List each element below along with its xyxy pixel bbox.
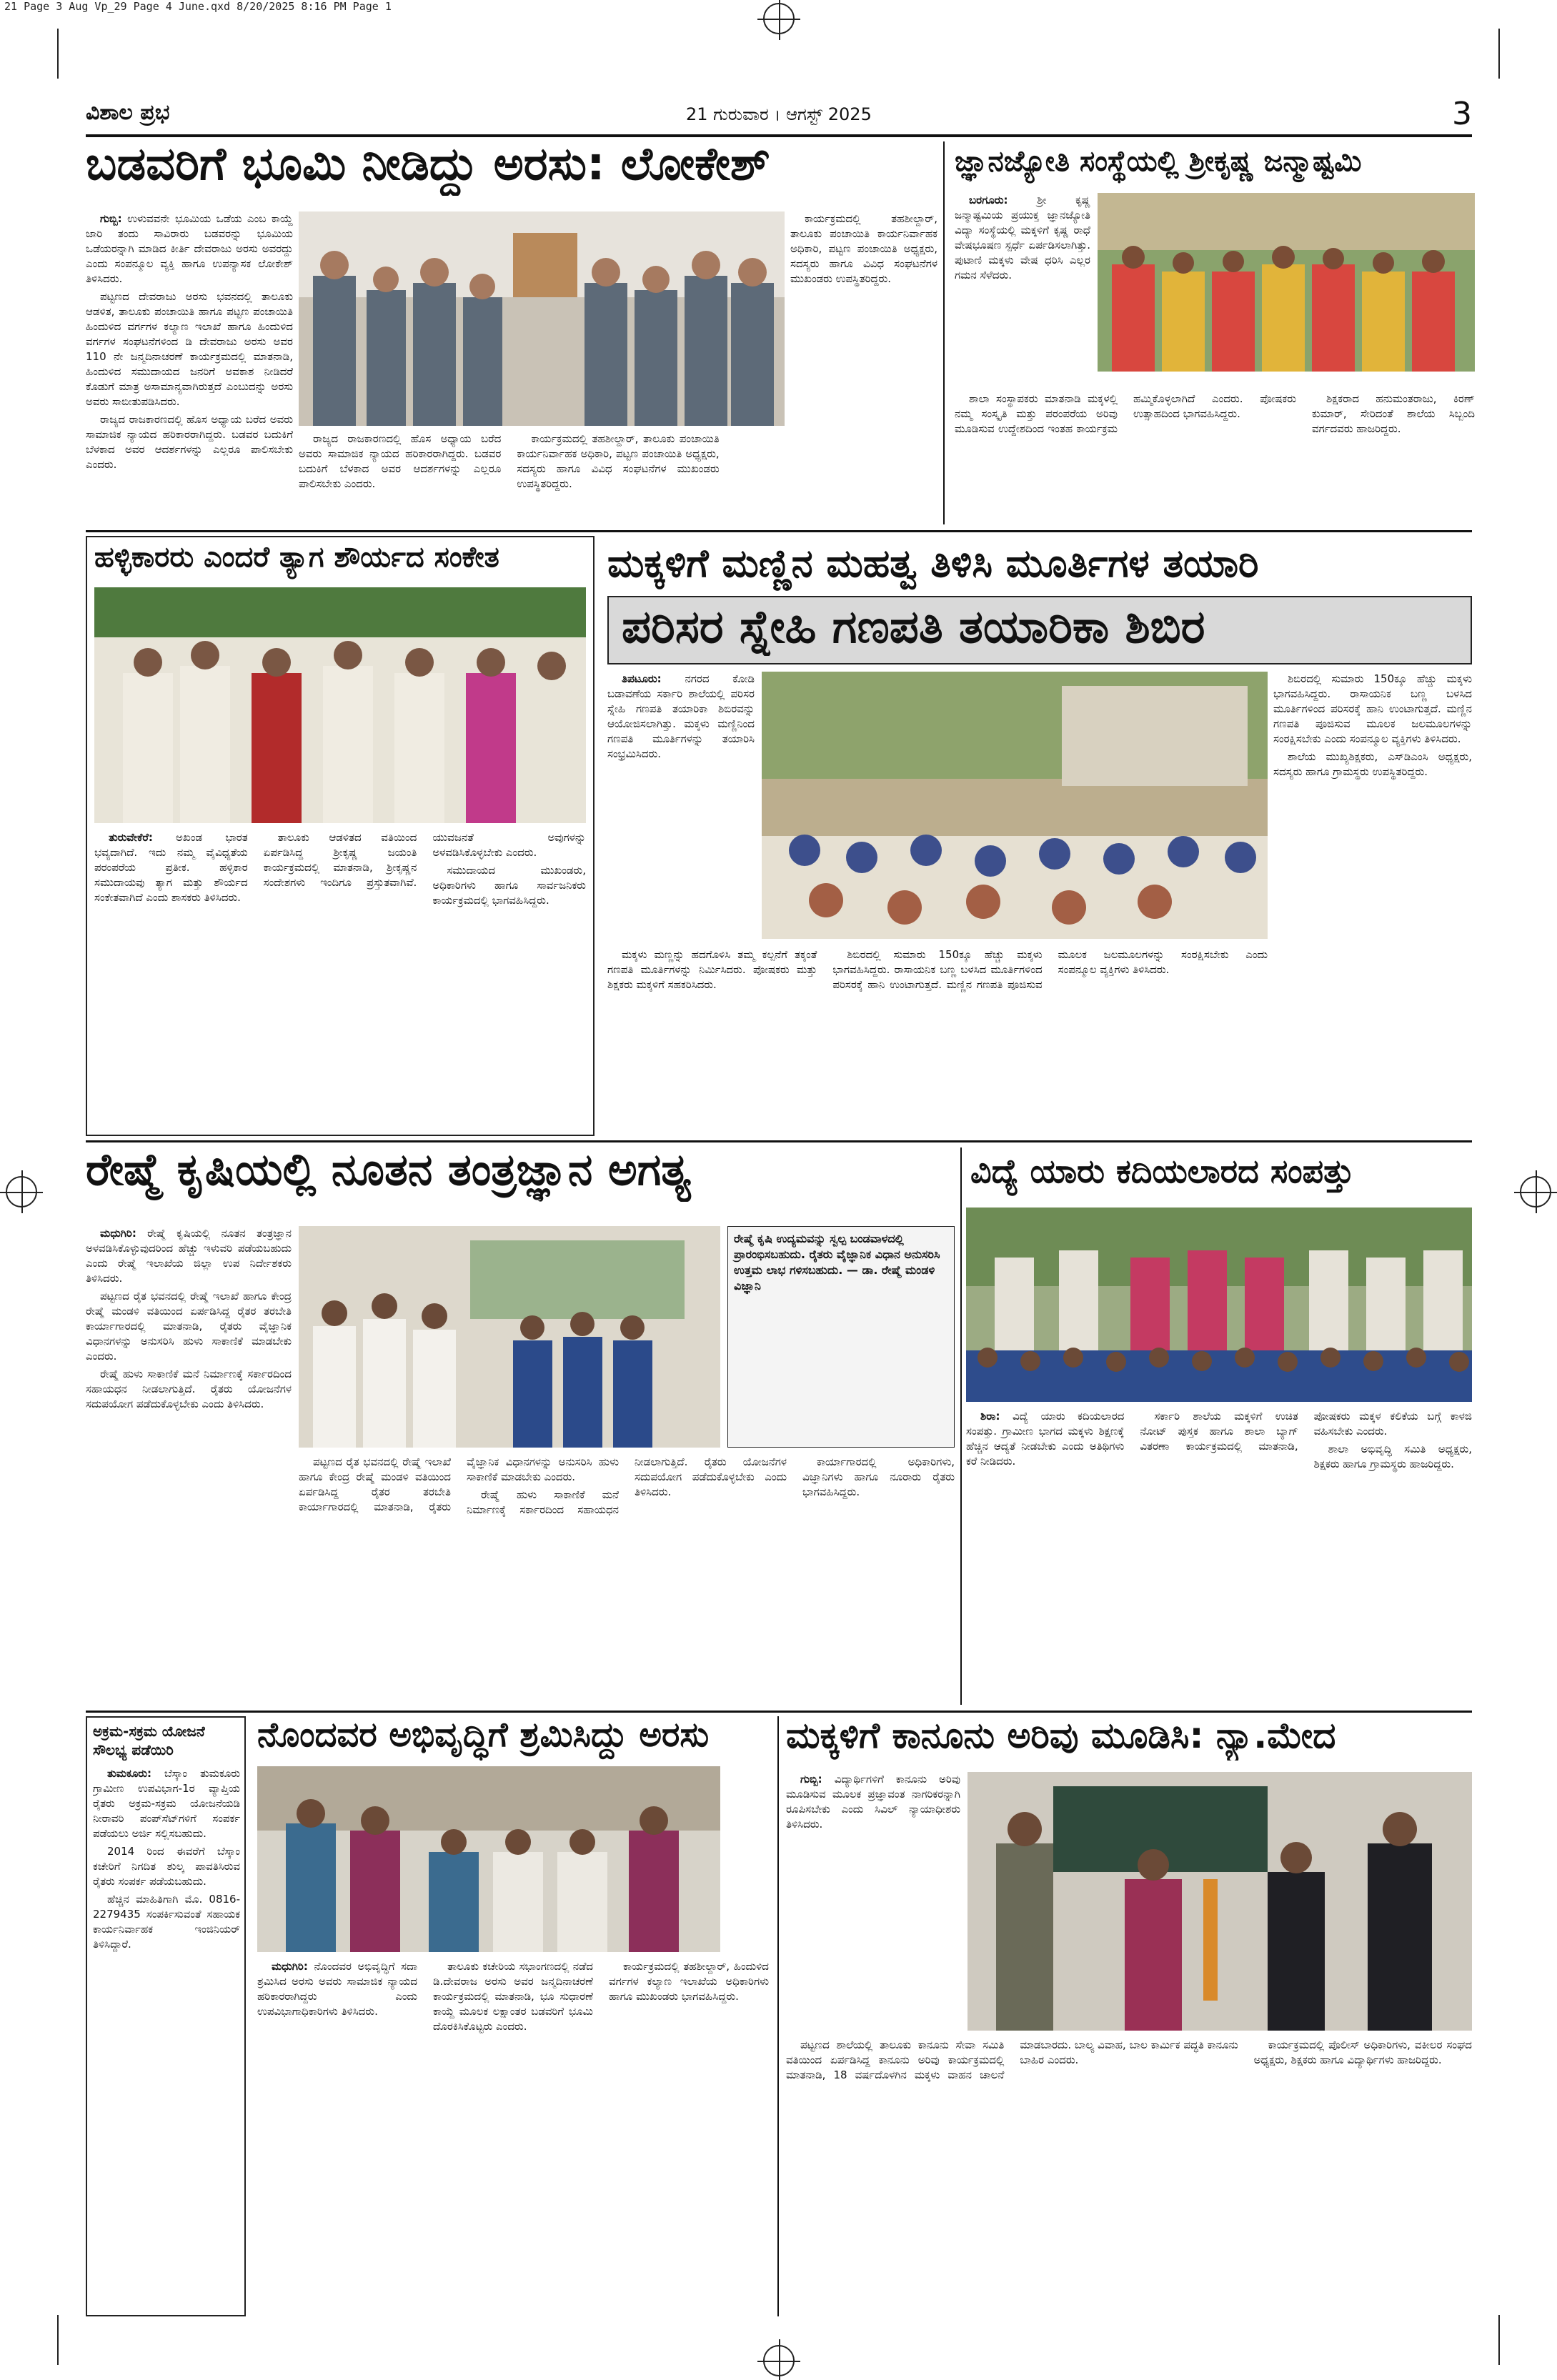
- paragraph: ವಿದ್ಯೆ ಯಾರು ಕದಿಯಲಾರದ ಸಂಪತ್ತು. ಗ್ರಾಮೀಣ ಭಾಗದ ಮಕ್ಕಳು ಶಿಕ್ಷಣಕ್ಕೆ ಹೆಚ್ಚಿನ ಆದ್ಯತೆ ನೀಡಬೇಕು ಎಂದು ಅತಿಥಿಗಳು ಕರೆ ನೀಡಿದರು.: [966, 1410, 1125, 1468]
- story-headline: ಮಕ್ಕಳಿಗೆ ಕಾನೂನು ಅರಿವು ಮೂಡಿಸಿ: ನ್ಯಾ.ಮೇದ: [786, 1718, 1336, 1756]
- masthead-rule: [86, 134, 1472, 137]
- paragraph: ಬೆಸ್ಕಾಂ ತುಮಕೂರು ಗ್ರಾಮೀಣ ಉಪವಿಭಾಗ-1ರ ವ್ಯಾಪ್ತಿಯ ರೈತರು ಅಕ್ರಮ-ಸಕ್ರಮ ಯೋಜನೆಯಡಿ ನೀರಾವರಿ ಪಂಪ್‌ಸೆಟ್‌ಗಳಿಗೆ ಸಂಪರ್ಕ ಪಡೆಯಲು ಅರ್ಜಿ ಸಲ್ಲಿಸಬಹುದು.: [93, 1767, 240, 1840]
- crop-line: [1498, 29, 1500, 79]
- paragraph: ಶಾಲಾ ಅಭಿವೃದ್ಧಿ ಸಮಿತಿ ಅಧ್ಯಕ್ಷರು, ಶಿಕ್ಷಕರು ಹಾಗೂ ಗ್ರಾಮಸ್ಥರು ಹಾಜರಿದ್ದರು.: [1313, 1443, 1472, 1470]
- paragraph: ನಗರದ ಕೋಡಿ ಬಡಾವಣೆಯ ಸರ್ಕಾರಿ ಶಾಲೆಯಲ್ಲಿ ಪರಿಸರ ಸ್ನೇಹಿ ಗಣಪತಿ ತಯಾರಿಕಾ ಶಿಬಿರವನ್ನು ಆಯೋಜಿಸಲಾಗಿತ್ತು. ಮಕ್ಕಳು ಮಣ್ಣಿನಿಂದ ಗಣಪತಿ ಮೂರ್ತಿಗಳನ್ನು ತಯಾರಿಸಿ ಸಂಭ್ರಮಿಸಿದರು.: [607, 672, 755, 760]
- section-rule: [86, 1140, 1472, 1142]
- story-photo: [94, 587, 586, 823]
- story-photo: [1098, 193, 1475, 372]
- paragraph: ಕಾರ್ಯಕ್ರಮದಲ್ಲಿ ತಹಶೀಲ್ದಾರ್, ಹಿಂದುಳಿದ ವರ್ಗಗಳ ಕಲ್ಯಾಣ ಇಲಾಖೆಯ ಅಧಿಕಾರಿಗಳು ಹಾಗೂ ಮುಖಂಡರು ಭಾಗವಹಿಸಿದ್ದರು.: [609, 1960, 769, 2003]
- story-body: [94, 830, 586, 1130]
- story-headline: ಬಡವರಿಗೆ ಭೂಮಿ ನೀಡಿದ್ದು ಅರಸು: ಲೋಕೇಶ್: [86, 141, 770, 191]
- registration-mark-top: [763, 3, 795, 34]
- paragraph: ಶಿಬಿರದಲ್ಲಿ ಸುಮಾರು 150ಕ್ಕೂ ಹೆಚ್ಚು ಮಕ್ಕಳು ಭಾಗವಹಿಸಿದ್ದರು. ರಾಸಾಯನಿಕ ಬಣ್ಣ ಬಳಸಿದ ಮೂರ್ತಿಗಳಿಂದ ಪರಿಸರಕ್ಕೆ ಹಾನಿ ಉಂಟಾಗುತ್ತದೆ. ಮಣ್ಣಿನ ಗಣಪತಿ ಪೂಜಿಸುವ ಮೂಲಕ ಜಲಮೂಲಗಳನ್ನು ಸಂರಕ್ಷಿಸಬೇಕು ಎಂದು ಸಂಪನ್ಮೂಲ ವ್ಯಕ್ತಿಗಳು ತಿಳಿಸಿದರು.: [832, 948, 1268, 991]
- story-photo: [299, 1226, 720, 1448]
- story-headline: ಜ್ಞಾನಜ್ಯೋತಿ ಸಂಸ್ಥೆಯಲ್ಲಿ ಶ್ರೀಕೃಷ್ಣ ಜನ್ಮಾಷ್ಟಮಿ: [955, 147, 1362, 178]
- paragraph: ತಾಲೂಕು ಕಚೇರಿಯ ಸಭಾಂಗಣದಲ್ಲಿ ನಡೆದ ಡಿ.ದೇವರಾಜ ಅರಸು ಅವರ ಜನ್ಮದಿನಾಚರಣೆ ಕಾರ್ಯಕ್ರಮದಲ್ಲಿ ಮಾತನಾಡಿ, ಭೂ ಸುಧಾರಣೆ ಕಾಯ್ದೆ ಮೂಲಕ ಲಕ್ಷಾಂತರ ಬಡವರಿಗೆ ಭೂಮಿ ದೊರಕಿಸಿಕೊಟ್ಟರು ಎಂದರು.: [433, 1960, 593, 2033]
- story-headline: ನೊಂದವರ ಅಭಿವೃದ್ಧಿಗೆ ಶ್ರಮಿಸಿದ್ದು ಅರಸು: [257, 1718, 710, 1755]
- paragraph: ರೇಷ್ಮೆ ಹುಳು ಸಾಕಾಣಿಕೆ ಮನೆ ನಿರ್ಮಾಣಕ್ಕೆ ಸರ್ಕಾರದಿಂದ ಸಹಾಯಧನ ನೀಡಲಾಗುತ್ತಿದೆ. ರೈತರು ಯೋಜನೆಗಳ ಸದುಪಯೋಗ ಪಡೆದುಕೊಳ್ಳಬೇಕು ಎಂದು ತಿಳಿಸಿದರು.: [467, 1455, 787, 1516]
- story-body-continued: [1273, 672, 1472, 1129]
- paragraph: ರಾಜ್ಯದ ರಾಜಕಾರಣದಲ್ಲಿ ಹೊಸ ಅಧ್ಯಾಯ ಬರೆದ ಅವರು ಸಾಮಾಜಿಕ ನ್ಯಾಯದ ಹರಿಕಾರರಾಗಿದ್ದರು. ಬಡವರ ಬದುಕಿಗೆ ಬೆಳಕಾದ ಅವರ ಆದರ್ಶಗಳನ್ನು ಎಲ್ಲರೂ ಪಾಲಿಸಬೇಕು ಎಂದರು.: [299, 432, 502, 490]
- story-photo: [967, 1772, 1472, 2031]
- story-photo: [762, 672, 1268, 939]
- story-body-lower: [955, 392, 1475, 524]
- column-rule: [777, 1716, 779, 2316]
- paragraph: ಉಳುವವನೇ ಭೂಮಿಯ ಒಡೆಯ ಎಂಬ ಕಾಯ್ದೆ ಜಾರಿ ತಂದು ಸಾವಿರಾರು ಬಡವರನ್ನು ಭೂಮಿಯ ಒಡೆಯರನ್ನಾಗಿ ಮಾಡಿದ ಕೀರ್ತಿ ದೇವರಾಜು ಅರಸು ಅವರದ್ದು ಎಂದು ಸಂಪನ್ಮೂಲ ವ್ಯಕ್ತಿ ಹಾಗೂ ಉಪನ್ಯಾಸಕ ಲೋಕೇಶ್ ತಿಳಿಸಿದರು.: [86, 212, 293, 285]
- paragraph: ಶಿಬಿರದಲ್ಲಿ ಸುಮಾರು 150ಕ್ಕೂ ಹೆಚ್ಚು ಮಕ್ಕಳು ಭಾಗವಹಿಸಿದ್ದರು. ರಾಸಾಯನಿಕ ಬಣ್ಣ ಬಳಸಿದ ಮೂರ್ತಿಗಳಿಂದ ಪರಿಸರಕ್ಕೆ ಹಾನಿ ಉಂಟಾಗುತ್ತದೆ. ಮಣ್ಣಿನ ಗಣಪತಿ ಪೂಜಿಸುವ ಮೂಲಕ ಜಲಮೂಲಗಳನ್ನು ಸಂರಕ್ಷಿಸಬೇಕು ಎಂದು ಸಂಪನ್ಮೂಲ ವ್ಯಕ್ತಿಗಳು ತಿಳಿಸಿದರು.: [1273, 672, 1472, 745]
- registration-mark-right: [1520, 1176, 1551, 1208]
- paragraph: ಶಾಲೆಯ ಮುಖ್ಯಶಿಕ್ಷಕರು, ಎಸ್‌ಡಿಎಂಸಿ ಅಧ್ಯಕ್ಷರು, ಸದಸ್ಯರು ಹಾಗೂ ಗ್ರಾಮಸ್ಥರು ಉಪಸ್ಥಿತರಿದ್ದರು.: [1273, 750, 1472, 778]
- story-body: [786, 1772, 960, 2029]
- story-dateline: ಗುಬ್ಬಿ:: [100, 212, 122, 225]
- story-dateline: ಗುಬ್ಬಿ:: [800, 1773, 822, 1786]
- story-body: [257, 1959, 769, 2316]
- story-photo: [257, 1766, 720, 1952]
- story-dateline: ಶಿರಾ:: [980, 1410, 1000, 1423]
- story-headline: ಅಕ್ರಮ-ಸಕ್ರಮ ಯೋಜನೆ ಸೌಲಭ್ಯ ಪಡೆಯಿರಿ: [93, 1723, 205, 1758]
- story-dateline: ತುಮಕೂರು:: [107, 1767, 152, 1780]
- paragraph: ಪಟ್ಟಣದ ಶಾಲೆಯಲ್ಲಿ ತಾಲೂಕು ಕಾನೂನು ಸೇವಾ ಸಮಿತಿ ವತಿಯಿಂದ ಏರ್ಪಡಿಸಿದ್ದ ಕಾನೂನು ಅರಿವು ಕಾರ್ಯಕ್ರಮದಲ್ಲಿ ಮಾತನಾಡಿ, 18 ವರ್ಷದೊಳಗಿನ ಮಕ್ಕಳು ವಾಹನ ಚಾಲನೆ ಮಾಡಬಾರದು. ಬಾಲ್ಯ ವಿವಾಹ, ಬಾಲ ಕಾರ್ಮಿಕ ಪದ್ಧತಿ ಕಾನೂನು ಬಾಹಿರ ಎಂದರು.: [786, 2038, 1238, 2081]
- story-dateline: ತುರುವೇಕೆರೆ:: [109, 831, 153, 844]
- issue-date: 21 ಗುರುವಾರ । ಆಗಸ್ಟ್ 2025: [686, 104, 872, 124]
- story-kicker: ಮಕ್ಕಳಿಗೆ ಮಣ್ಣಿನ ಮಹತ್ವ ತಿಳಿಸಿ ಮೂರ್ತಿಗಳ ತಯಾರಿ: [607, 544, 1259, 586]
- paragraph: 2014 ರಿಂದ ಈವರೆಗೆ ಬೆಸ್ಕಾಂ ಕಚೇರಿಗೆ ನಿಗದಿತ ಶುಲ್ಕ ಪಾವತಿಸಿರುವ ರೈತರು ಸಂಪರ್ಕ ಪಡೆಯಬಹುದು.: [93, 1845, 240, 1888]
- story-body-lower: [786, 2038, 1472, 2316]
- paragraph: ಶಾಲಾ ಸಂಸ್ಥಾಪಕರು ಮಾತನಾಡಿ ಮಕ್ಕಳಲ್ಲಿ ನಮ್ಮ ಸಂಸ್ಕೃತಿ ಮತ್ತು ಪರಂಪರೆಯ ಅರಿವು ಮೂಡಿಸುವ ಉದ್ದೇಶದಿಂದ ಇಂತಹ ಕಾರ್ಯಕ್ರಮ ಹಮ್ಮಿಕೊಳ್ಳಲಾಗಿದೆ ಎಂದರು. ಪೋಷಕರು ಉತ್ಸಾಹದಿಂದ ಭಾಗವಹಿಸಿದ್ದರು.: [955, 392, 1296, 435]
- crop-line: [57, 2315, 59, 2365]
- crop-line: [57, 29, 59, 79]
- story-headline: ರೇಷ್ಮೆ ಕೃಷಿಯಲ್ಲಿ ನೂತನ ತಂತ್ರಜ್ಞಾನ ಅಗತ್ಯ: [86, 1147, 691, 1195]
- paragraph: ಶ್ರೀ ಕೃಷ್ಣ ಜನ್ಮಾಷ್ಟಮಿಯ ಪ್ರಯುಕ್ತ ಜ್ಞಾನಜ್ಯೋತಿ ವಿದ್ಯಾ ಸಂಸ್ಥೆಯಲ್ಲಿ ಮಕ್ಕಳಿಗೆ ಕೃಷ್ಣ ರಾಧೆ ವೇಷಭೂಷಣ ಸ್ಪರ್ಧೆ ಏರ್ಪಡಿಸಲಾಗಿತ್ತು. ಪುಟಾಣಿ ಮಕ್ಕಳು ವೇಷ ಧರಿಸಿ ಎಲ್ಲರ ಗಮನ ಸೆಳೆದರು.: [955, 194, 1090, 282]
- paragraph: ತಾಲೂಕು ಆಡಳಿತದ ವತಿಯಿಂದ ಏರ್ಪಡಿಸಿದ್ದ ಶ್ರೀಕೃಷ್ಣ ಜಯಂತಿ ಕಾರ್ಯಕ್ರಮದಲ್ಲಿ ಮಾತನಾಡಿ, ಶ್ರೀಕೃಷ್ಣನ ಸಂದೇಶಗಳು ಇಂದಿಗೂ ಪ್ರಸ್ತುತವಾಗಿವೆ. ಯುವಜನತೆ ಅವುಗಳನ್ನು ಅಳವಡಿಸಿಕೊಳ್ಳಬೇಕು ಎಂದರು.: [263, 831, 586, 889]
- masthead: [86, 96, 1472, 133]
- paragraph: ಕಾರ್ಯಕ್ರಮದಲ್ಲಿ ತಹಶೀಲ್ದಾರ್, ತಾಲೂಕು ಪಂಚಾಯಿತಿ ಕಾರ್ಯನಿರ್ವಾಹಕ ಅಧಿಕಾರಿ, ಪಟ್ಟಣ ಪಂಚಾಯಿತಿ ಅಧ್ಯಕ್ಷರು, ಸದಸ್ಯರು ಹಾಗೂ ವಿವಿಧ ಸಂಘಟನೆಗಳ ಮುಖಂಡರು ಉಪಸ್ಥಿತರಿದ್ದರು.: [517, 432, 720, 490]
- story-body: [86, 1226, 292, 1705]
- column-rule: [960, 1147, 962, 1705]
- section-rule: [86, 530, 1472, 532]
- paragraph: ರಾಜ್ಯದ ರಾಜಕಾರಣದಲ್ಲಿ ಹೊಸ ಅಧ್ಯಾಯ ಬರೆದ ಅವರು ಸಾಮಾಜಿಕ ನ್ಯಾಯದ ಹರಿಕಾರರಾಗಿದ್ದರು. ಬಡವರ ಬದುಕಿಗೆ ಬೆಳಕಾದ ಅವರ ಆದರ್ಶಗಳನ್ನು ಎಲ್ಲರೂ ಪಾಲಿಸಬೇಕು ಎಂದರು.: [86, 413, 293, 471]
- registration-mark-left: [6, 1176, 37, 1208]
- section-rule: [86, 1711, 1472, 1713]
- paper-name: ವಿಶಾಲ ಪ್ರಭ: [86, 100, 170, 125]
- story-dateline: ಮಧುಗಿರಿ:: [100, 1227, 136, 1240]
- paragraph: ಹೆಚ್ಚಿನ ಮಾಹಿತಿಗಾಗಿ ಮೊ. 0816-2279435 ಸಂಪರ್ಕಿಸುವಂತೆ ಸಹಾಯಕ ಕಾರ್ಯನಿರ್ವಾಹಕ ಇಂಜಿನಿಯರ್ ತಿಳಿಸಿದ್ದಾರೆ.: [93, 1893, 240, 1951]
- paragraph: ಕಾರ್ಯಕ್ರಮದಲ್ಲಿ ತಹಶೀಲ್ದಾರ್, ತಾಲೂಕು ಪಂಚಾಯಿತಿ ಕಾರ್ಯನಿರ್ವಾಹಕ ಅಧಿಕಾರಿ, ಪಟ್ಟಣ ಪಂಚಾಯಿತಿ ಅಧ್ಯಕ್ಷರು, ಸದಸ್ಯರು ಹಾಗೂ ವಿವಿಧ ಸಂಘಟನೆಗಳ ಮುಖಂಡರು ಉಪಸ್ಥಿತರಿದ್ದರು.: [790, 212, 937, 285]
- story-body-lower: [299, 432, 937, 517]
- page-number: 3: [1452, 96, 1472, 132]
- story-dateline: ಬರಗೂರು:: [969, 194, 1008, 206]
- paragraph: ಅಖಂಡ ಭಾರತ ಭವ್ಯದಾಗಿದೆ. ಇದು ನಮ್ಮ ವೈವಿಧ್ಯತೆಯ ಪರಂಪರೆಯ ಪ್ರತೀಕ. ಹಳ್ಳಿಕಾರ ಸಮುದಾಯವು ತ್ಯಾಗ ಮತ್ತು ಶೌರ್ಯದ ಸಂಕೇತವಾಗಿದೆ ಎಂದು ಶಾಸಕರು ತಿಳಿಸಿದರು.: [94, 831, 248, 904]
- paragraph: ಸರ್ಕಾರಿ ಶಾಲೆಯ ಮಕ್ಕಳಿಗೆ ಉಚಿತ ನೋಟ್ ಪುಸ್ತಕ ಹಾಗೂ ಶಾಲಾ ಬ್ಯಾಗ್ ವಿತರಣಾ ಕಾರ್ಯಕ್ರಮದಲ್ಲಿ ಮಾತನಾಡಿ, ಪೋಷಕರು ಮಕ್ಕಳ ಕಲಿಕೆಯ ಬಗ್ಗೆ ಕಾಳಜಿ ವಹಿಸಬೇಕು ಎಂದರು.: [1140, 1410, 1472, 1453]
- story-headline: ಪರಿಸರ ಸ್ನೇಹಿ ಗಣಪತಿ ತಯಾರಿಕಾ ಶಿಬಿರ: [622, 604, 1205, 654]
- story-headline: ವಿದ್ಯೆ ಯಾರು ಕದಿಯಲಾರದ ಸಂಪತ್ತು: [970, 1155, 1355, 1190]
- paragraph: ವಿದ್ಯಾರ್ಥಿಗಳಿಗೆ ಕಾನೂನು ಅರಿವು ಮೂಡಿಸುವ ಮೂಲಕ ಪ್ರಜ್ಞಾವಂತ ನಾಗರಿಕರನ್ನಾಗಿ ರೂಪಿಸಬೇಕು ಎಂದು ಸಿವಿಲ್ ನ್ಯಾಯಾಧೀಶರು ತಿಳಿಸಿದರು.: [786, 1773, 960, 1831]
- story-photo: [299, 211, 785, 426]
- story-dateline: ಮಧುಗಿರಿ:: [272, 1960, 308, 1973]
- paragraph: ಪಟ್ಟಣದ ರೈತ ಭವನದಲ್ಲಿ ರೇಷ್ಮೆ ಇಲಾಖೆ ಹಾಗೂ ಕೇಂದ್ರ ರೇಷ್ಮೆ ಮಂಡಳಿ ವತಿಯಿಂದ ಏರ್ಪಡಿಸಿದ್ದ ರೈತರ ತರಬೇತಿ ಕಾರ್ಯಾಗಾರದಲ್ಲಿ ಮಾತನಾಡಿ, ರೈತರು ವೈಜ್ಞಾನಿಕ ವಿಧಾನಗಳನ್ನು ಅನುಸರಿಸಿ ಹುಳು ಸಾಕಾಣಿಕೆ ಮಾಡಬೇಕು ಎಂದರು.: [86, 1290, 292, 1363]
- story-body: [93, 1766, 240, 2309]
- paragraph: ನೊಂದವರ ಅಭಿವೃದ್ಧಿಗೆ ಸದಾ ಶ್ರಮಿಸಿದ ಅರಸು ಅವರು ಸಾಮಾಜಿಕ ನ್ಯಾಯದ ಹರಿಕಾರರಾಗಿದ್ದರು ಎಂದು ಉಪವಿಭಾಗಾಧಿಕಾರಿಗಳು ತಿಳಿಸಿದರು.: [257, 1960, 417, 2018]
- paragraph: ಮಕ್ಕಳು ಮಣ್ಣನ್ನು ಹದಗೊಳಿಸಿ ತಮ್ಮ ಕಲ್ಪನೆಗೆ ತಕ್ಕಂತೆ ಗಣಪತಿ ಮೂರ್ತಿಗಳನ್ನು ನಿರ್ಮಿಸಿದರು. ಪೋಷಕರು ಮತ್ತು ಶಿಕ್ಷಕರು ಮಕ್ಕಳಿಗೆ ಸಹಕರಿಸಿದರು.: [607, 948, 817, 991]
- story-body: [966, 1409, 1472, 1705]
- crop-line: [1498, 2315, 1500, 2365]
- pull-quote: ರೇಷ್ಮೆ ಕೃಷಿ ಉದ್ಯಮವನ್ನು ಸ್ವಲ್ಪ ಬಂಡವಾಳದಲ್ಲಿ ಪ್ರಾರಂಭಿಸಬಹುದು. ರೈತರು ವೈಜ್ಞಾನಿಕ ವಿಧಾನ ಅನುಸರಿಸಿ ಉತ್ತಮ ಲಾಭ ಗಳಿಸಬಹುದು. — ಡಾ. ರೇಷ್ಮೆ ಮಂಡಳಿ ವಿಜ್ಞಾನಿ: [727, 1226, 955, 1448]
- story-photo: [966, 1208, 1472, 1402]
- story-dateline: ತಿಪಟೂರು:: [622, 672, 662, 685]
- story-body: [607, 672, 755, 943]
- paragraph: ಪಟ್ಟಣದ ದೇವರಾಜು ಅರಸು ಭವನದಲ್ಲಿ ತಾಲೂಕು ಆಡಳಿತ, ತಾಲೂಕು ಪಂಚಾಯಿತಿ ಹಾಗೂ ಪಟ್ಟಣ ಪಂಚಾಯಿತಿ ಹಿಂದುಳಿದ ವರ್ಗಗಳ ಕಲ್ಯಾಣ ಇಲಾಖೆ ಹಾಗೂ ಹಿಂದುಳಿದ ವರ್ಗಗಳ ಸಂಘಟನೆಗಳಿಂದ ಡಿ ದೇವರಾಜು ಅರಸು ಅವರ 110 ನೇ ಜನ್ಮದಿನಾಚರಣೆ ಕಾರ್ಯಕ್ರಮದಲ್ಲಿ ಮಾತನಾಡಿ, ಹಿಂದುಳಿದ ಸಮುದಾಯದ ಜನರಿಗೆ ಅವಕಾಶ ನೀಡಿದರೆ ಕೊಡುಗೆ ಮಾತ್ರ ಅಸಾಮಾನ್ಯವಾಗಿರುತ್ತದೆ ಎಂಬುದನ್ನು ಅರಸು ಅವರು ಸಾಬೀತುಪಡಿಸಿದರು.: [86, 290, 293, 408]
- paragraph: ಕಾರ್ಯಾಗಾರದಲ್ಲಿ ಅಧಿಕಾರಿಗಳು, ವಿಜ್ಞಾನಿಗಳು ಹಾಗೂ ನೂರಾರು ರೈತರು ಭಾಗವಹಿಸಿದ್ದರು.: [802, 1455, 955, 1498]
- story-body-lower: [607, 947, 1268, 1130]
- story-body: [955, 193, 1090, 386]
- story-body-continued: [790, 211, 937, 426]
- paragraph: ಪಟ್ಟಣದ ರೈತ ಭವನದಲ್ಲಿ ರೇಷ್ಮೆ ಇಲಾಖೆ ಹಾಗೂ ಕೇಂದ್ರ ರೇಷ್ಮೆ ಮಂಡಳಿ ವತಿಯಿಂದ ಏರ್ಪಡಿಸಿದ್ದ ರೈತರ ತರಬೇತಿ ಕಾರ್ಯಾಗಾರದಲ್ಲಿ ಮಾತನಾಡಿ, ರೈತರು ವೈಜ್ಞಾನಿಕ ವಿಧಾನಗಳನ್ನು ಅನುಸರಿಸಿ ಹುಳು ಸಾಕಾಣಿಕೆ ಮಾಡಬೇಕು ಎಂದರು.: [299, 1455, 619, 1513]
- column-rule: [943, 141, 945, 524]
- paragraph: ಶಿಕ್ಷಕರಾದ ಹನುಮಂತರಾಜು, ಕಿರಣ್ ಕುಮಾರ್, ಸೇರಿದಂತೆ ಶಾಲೆಯ ಸಿಬ್ಬಂದಿ ವರ್ಗದವರು ಹಾಜರಿದ್ದರು.: [1312, 392, 1475, 435]
- story-headline: ಹಳ್ಳಿಕಾರರು ಎಂದರೆ ತ್ಯಾಗ ಶೌರ್ಯದ ಸಂಕೇತ: [94, 543, 499, 574]
- paragraph: ಸಮುದಾಯದ ಮುಖಂಡರು, ಅಧಿಕಾರಿಗಳು ಹಾಗೂ ಸಾರ್ವಜನಿಕರು ಕಾರ್ಯಕ್ರಮದಲ್ಲಿ ಭಾಗವಹಿಸಿದ್ದರು.: [432, 864, 586, 907]
- paragraph: ರೇಷ್ಮೆ ಕೃಷಿಯಲ್ಲಿ ನೂತನ ತಂತ್ರಜ್ಞಾನ ಅಳವಡಿಸಿಕೊಳ್ಳುವುದರಿಂದ ಹೆಚ್ಚು ಇಳುವರಿ ಪಡೆಯಬಹುದು ಎಂದು ರೇಷ್ಮೆ ಇಲಾಖೆಯ ಜಿಲ್ಲಾ ಉಪ ನಿರ್ದೇಶಕರು ತಿಳಿಸಿದರು.: [86, 1227, 292, 1285]
- paragraph: ರೇಷ್ಮೆ ಹುಳು ಸಾಕಾಣಿಕೆ ಮನೆ ನಿರ್ಮಾಣಕ್ಕೆ ಸರ್ಕಾರದಿಂದ ಸಹಾಯಧನ ನೀಡಲಾಗುತ್ತಿದೆ. ರೈತರು ಯೋಜನೆಗಳ ಸದುಪಯೋಗ ಪಡೆದುಕೊಳ್ಳಬೇಕು ಎಂದು ತಿಳಿಸಿದರು.: [86, 1368, 292, 1410]
- story-body-lower: [299, 1455, 955, 1705]
- paragraph: ಕಾರ್ಯಕ್ರಮದಲ್ಲಿ ಪೊಲೀಸ್ ಅಧಿಕಾರಿಗಳು, ವಕೀಲರ ಸಂಘದ ಅಧ್ಯಕ್ಷರು, ಶಿಕ್ಷಕರು ಹಾಗೂ ವಿದ್ಯಾರ್ಥಿಗಳು ಹಾಜರಿದ್ದರು.: [1253, 2038, 1472, 2066]
- file-slug: 21 Page 3 Aug Vp_29 Page 4 June.qxd 8/20/2025 8:16 PM Page 1: [4, 0, 392, 13]
- registration-mark-bottom: [763, 2345, 795, 2376]
